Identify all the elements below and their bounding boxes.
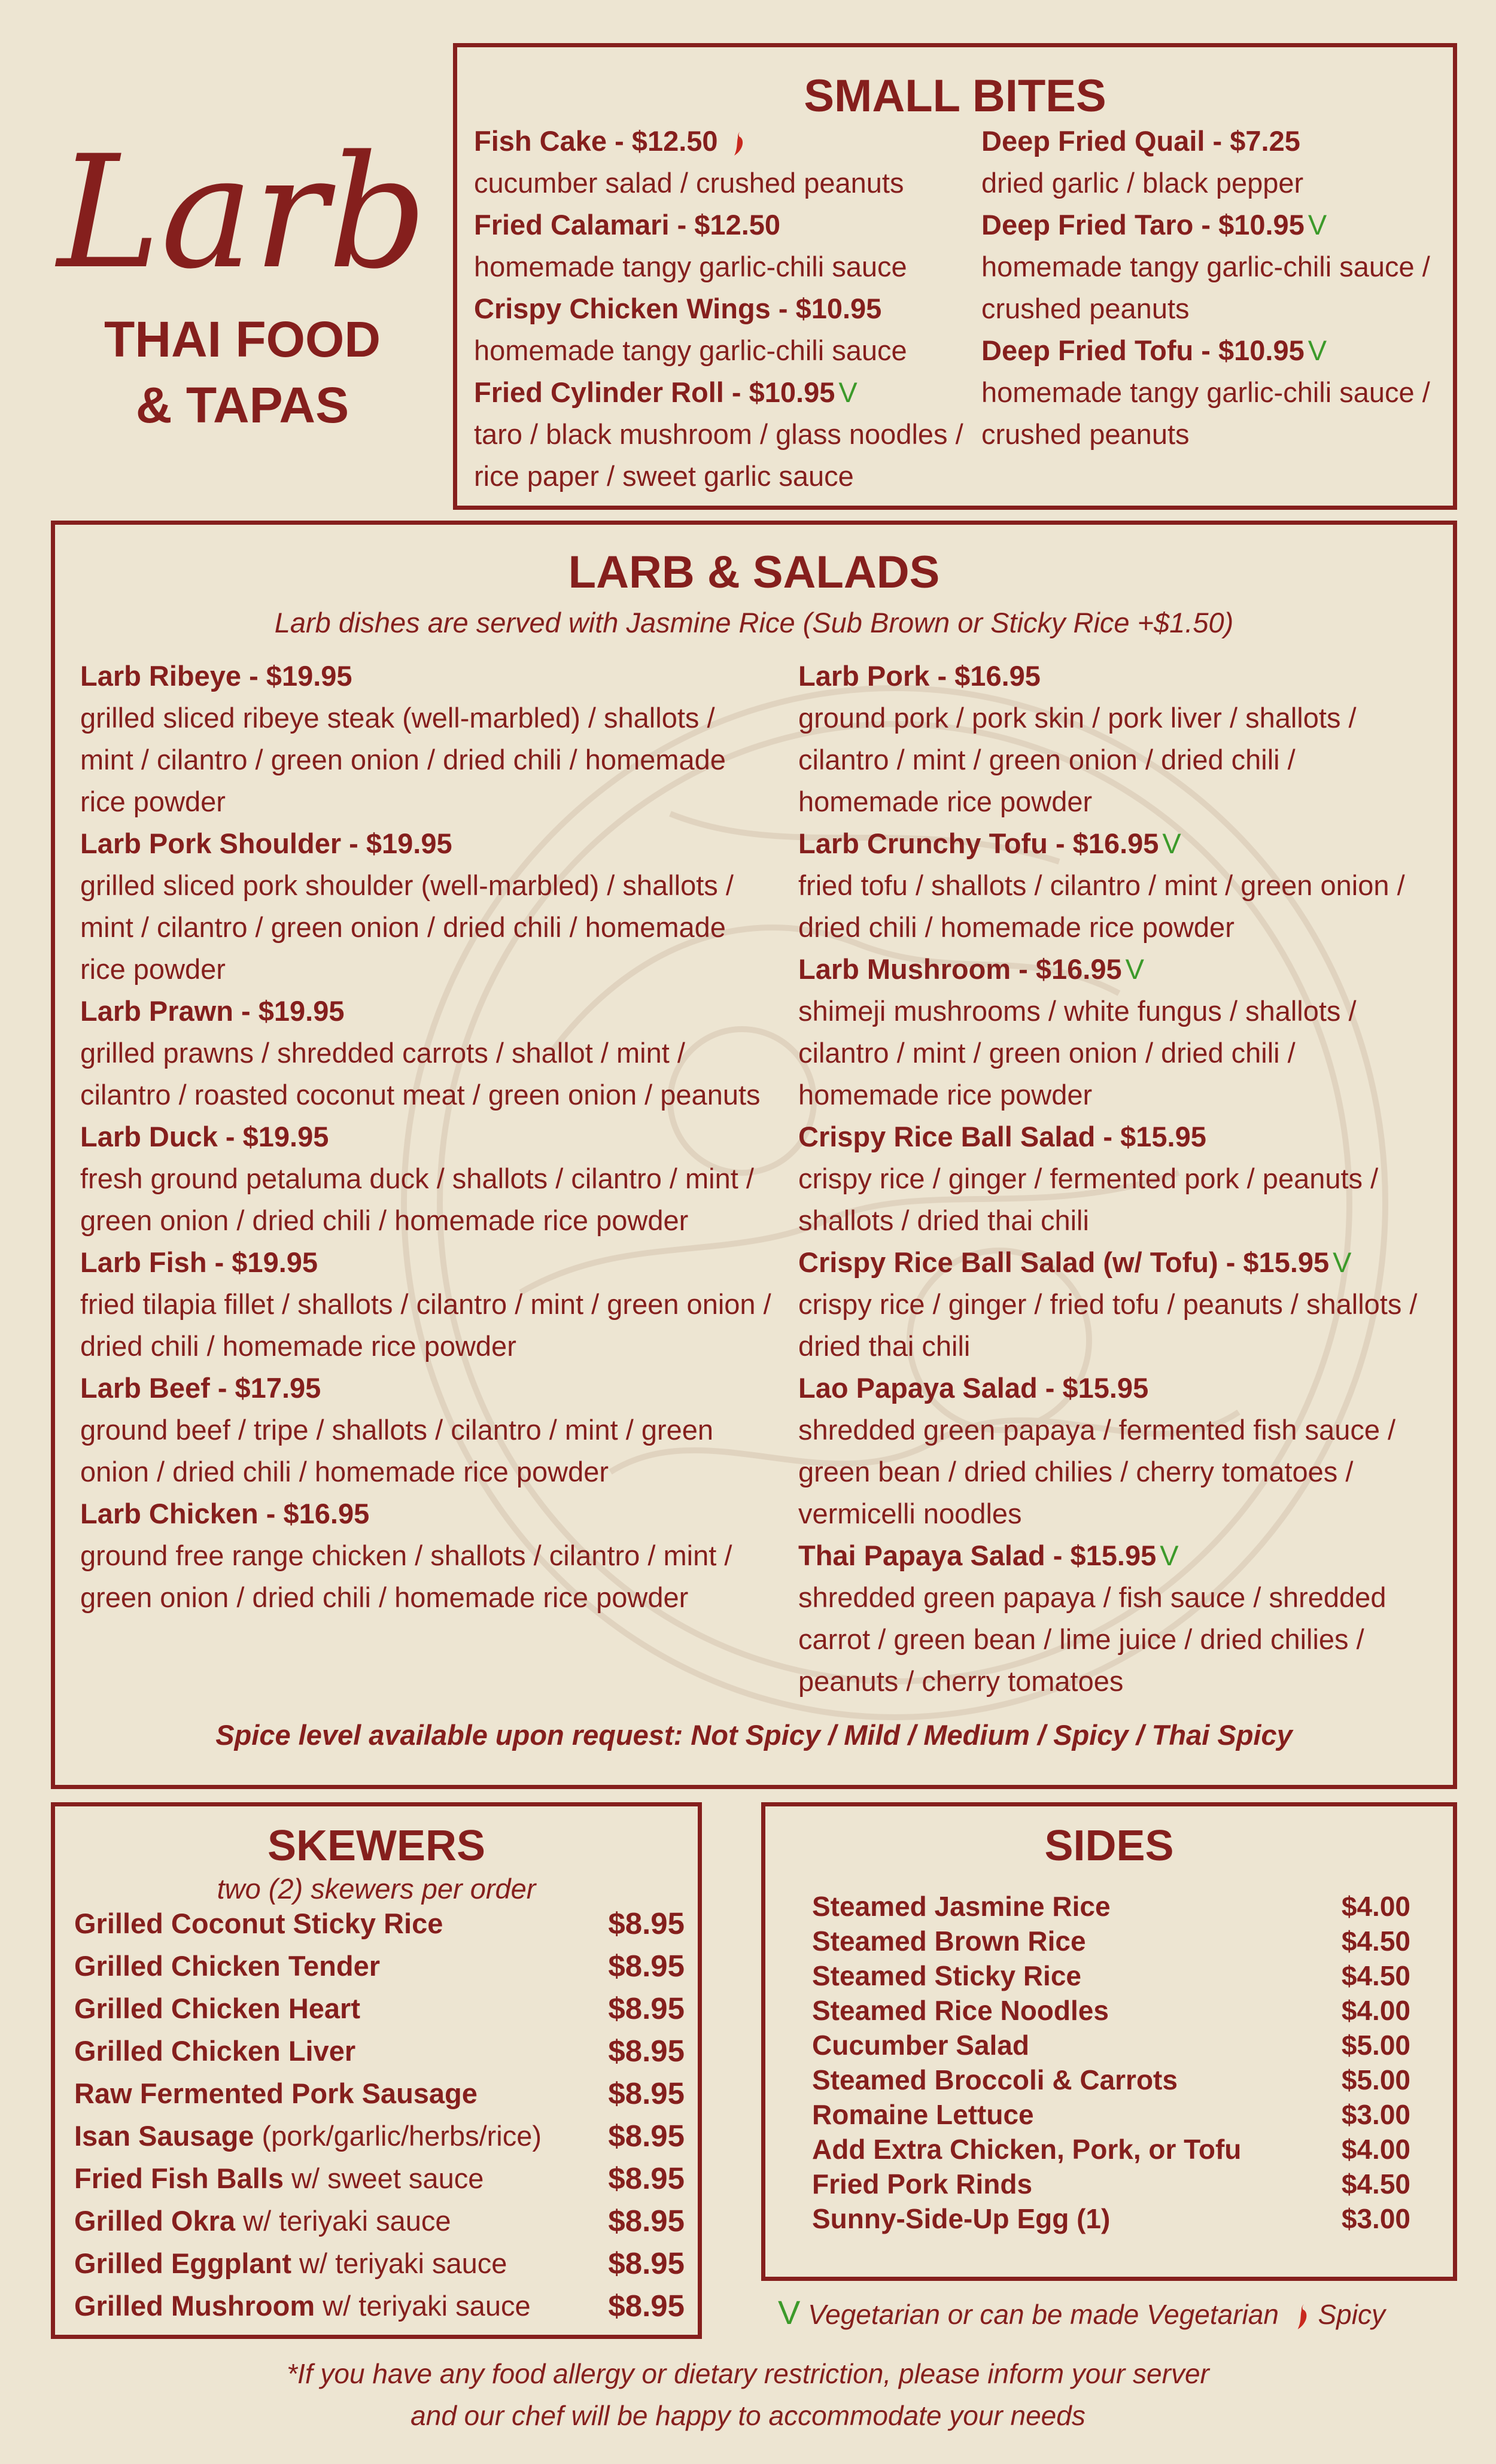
- dish-name: Larb Crunchy Tofu - $16.95 V: [798, 828, 1181, 859]
- dish-name: Larb Prawn - $19.95: [80, 995, 345, 1027]
- item-price: $4.00: [1341, 2134, 1410, 2165]
- item-name: Grilled Coconut Sticky Rice: [74, 1908, 443, 1939]
- item-name: Grilled Chicken Liver: [74, 2035, 356, 2067]
- sides-section: [761, 1802, 1457, 2281]
- dish-description: homemade tangy garlic-chili sauce / crushed peanuts: [981, 251, 1430, 324]
- dish-name: Fried Cylinder Roll - $10.95 V: [474, 376, 858, 408]
- menu-item: [80, 990, 774, 1116]
- dish-name: Crispy Rice Ball Salad (w/ Tofu) - $15.95 V: [798, 1246, 1352, 1278]
- dish-name: Fish Cake - $12.50: [474, 120, 965, 162]
- menu-item: [80, 1242, 774, 1367]
- item-price: $8.95: [608, 1991, 685, 2025]
- larb-logo: [45, 120, 440, 305]
- list-item: [74, 2072, 685, 2115]
- list-item: [812, 2167, 1410, 2201]
- item-price: $8.95: [608, 2246, 685, 2280]
- veg-icon: V: [778, 2293, 801, 2331]
- item-name: Steamed Rice Noodles: [812, 1995, 1109, 2026]
- item-name: Grilled Mushroom w/ teriyaki sauce: [74, 2290, 531, 2322]
- menu-item: [474, 288, 965, 372]
- item-price: $8.95: [608, 2076, 685, 2110]
- menu-item: [798, 823, 1433, 948]
- sides-list: [812, 1889, 1410, 2236]
- item-name: Isan Sausage (pork/garlic/herbs/rice): [74, 2120, 542, 2152]
- chili-icon: [732, 130, 746, 157]
- veg-icon: V: [838, 376, 858, 408]
- section-subtitle: two (2) skewers per order: [217, 1873, 536, 1905]
- list-item: [812, 2097, 1410, 2132]
- item-name: Steamed Sticky Rice: [812, 1960, 1082, 1991]
- menu-item: [798, 1116, 1433, 1242]
- item-price: $8.95: [608, 2204, 685, 2238]
- menu-item: [798, 655, 1433, 823]
- veg-icon: V: [1125, 953, 1144, 985]
- menu-item: [798, 1242, 1433, 1367]
- item-price: $3.00: [1341, 2203, 1410, 2234]
- dish-description: fried tilapia fillet / shallots / cilantro / mint / green onion / dried chili / homemade rice powder: [80, 1288, 771, 1362]
- legend: [778, 2293, 1457, 2332]
- section-title: LARB & SALADS: [568, 547, 940, 598]
- item-price: $8.95: [608, 2119, 685, 2153]
- dish-name: Fried Calamari - $12.50: [474, 209, 781, 241]
- veg-icon: V: [1308, 334, 1327, 366]
- menu-item: [80, 823, 774, 990]
- spicy-legend-label: Spicy: [1318, 2299, 1385, 2330]
- menu-item: [798, 948, 1433, 1116]
- item-name: Steamed Broccoli & Carrots: [812, 2064, 1178, 2095]
- item-name: Raw Fermented Pork Sausage: [74, 2077, 478, 2109]
- dish-description: crispy rice / ginger / fried tofu / peanuts / shallots / dried thai chili: [798, 1288, 1418, 1362]
- item-name: Romaine Lettuce: [812, 2099, 1034, 2130]
- menu-item: [80, 1493, 774, 1619]
- item-name: Sunny-Side-Up Egg (1): [812, 2203, 1111, 2234]
- item-name: Grilled Chicken Tender: [74, 1950, 381, 1982]
- tagline-thai-food: THAI FOOD: [104, 311, 381, 367]
- dish-description: shredded green papaya / fermented fish sauce / green bean / dried chilies / cherry tomatoes / vermicelli noodles: [798, 1414, 1396, 1529]
- menu-item: [981, 120, 1448, 204]
- allergy-note-line-2: and our chef will be happy to accommodate your needs: [411, 2400, 1085, 2431]
- list-item: [812, 2132, 1410, 2167]
- item-price: $4.50: [1341, 1925, 1410, 1957]
- dish-description: homemade tangy garlic-chili sauce: [474, 334, 907, 366]
- menu-item: [798, 1367, 1433, 1535]
- dish-name: Crispy Rice Ball Salad - $15.95: [798, 1121, 1206, 1152]
- dish-description: grilled sliced ribeye steak (well-marbled) / shallots / mint / cilantro / green onion / dried chili / homemade rice powder: [80, 702, 726, 817]
- list-item: [74, 2157, 685, 2200]
- list-item: [74, 1987, 685, 2030]
- dish-description: homemade tangy garlic-chili sauce / crushed peanuts: [981, 376, 1430, 450]
- allergy-note-line-1: *If you have any food allergy or dietary restriction, please inform your server: [287, 2358, 1209, 2389]
- dish-description: homemade tangy garlic-chili sauce: [474, 251, 907, 282]
- list-item: [74, 2284, 685, 2327]
- veg-icon: V: [1162, 828, 1181, 859]
- item-name: Fried Fish Balls w/ sweet sauce: [74, 2162, 484, 2194]
- larb-left-column: [80, 655, 774, 1619]
- dish-description: grilled prawns / shredded carrots / shallot / mint / cilantro / roasted coconut meat / green onion / peanuts: [80, 1037, 761, 1111]
- list-item: [74, 2200, 685, 2242]
- item-price: $4.00: [1341, 1995, 1410, 2026]
- dish-name: Thai Papaya Salad - $15.95 V: [798, 1540, 1179, 1571]
- dish-name: Larb Mushroom - $16.95 V: [798, 953, 1144, 985]
- dish-name: Deep Fried Quail - $7.25: [981, 125, 1300, 157]
- dish-name: Larb Pork Shoulder - $19.95: [80, 828, 452, 859]
- dish-description: dried garlic / black pepper: [981, 167, 1304, 199]
- skewers-list: [74, 1902, 685, 2327]
- menu-item: [798, 1535, 1433, 1702]
- dish-name: Deep Fried Taro - $10.95 V: [981, 209, 1327, 241]
- menu-item: [474, 372, 965, 497]
- list-item: [812, 1889, 1410, 1924]
- dish-description: grilled sliced pork shoulder (well-marbled) / shallots / mint / cilantro / green onion / dried chili / homemade rice powder: [80, 869, 734, 985]
- dish-description: cucumber salad / crushed peanuts: [474, 167, 904, 199]
- item-name: Cucumber Salad: [812, 2030, 1029, 2061]
- dish-description: ground free range chicken / shallots / cilantro / mint / green onion / dried chili / homemade rice powder: [80, 1540, 732, 1613]
- list-item: [74, 1945, 685, 1987]
- item-price: $8.95: [608, 2161, 685, 2195]
- item-name: Fried Pork Rinds: [812, 2168, 1033, 2200]
- item-price: $5.00: [1341, 2064, 1410, 2095]
- item-name: Steamed Jasmine Rice: [812, 1891, 1111, 1922]
- menu-item: [981, 204, 1448, 330]
- list-item: [74, 2030, 685, 2072]
- menu-item: [474, 204, 965, 288]
- dish-description: shredded green papaya / fish sauce / shredded carrot / green bean / lime juice / dried chilies / peanuts / cherry tomatoes: [798, 1581, 1386, 1697]
- menu-item: [981, 330, 1448, 455]
- menu-item: [80, 1116, 774, 1242]
- veg-icon: V: [1160, 1540, 1179, 1571]
- list-item: [812, 1958, 1410, 1993]
- item-price: $8.95: [608, 1949, 685, 1983]
- section-title: SMALL BITES: [804, 71, 1106, 121]
- spice-level-note: Spice level available upon request: Not Spicy / Mild / Medium / Spicy / Thai Spicy: [215, 1719, 1293, 1751]
- item-price: $4.50: [1341, 2168, 1410, 2200]
- menu-item: [80, 655, 774, 823]
- small-bites-right-column: [981, 120, 1448, 455]
- dish-name: Larb Chicken - $16.95: [80, 1498, 370, 1529]
- item-price: $4.50: [1341, 1960, 1410, 1991]
- item-price: $8.95: [608, 1906, 685, 1940]
- item-price: $8.95: [608, 2034, 685, 2068]
- dish-name: Crispy Chicken Wings - $10.95: [474, 293, 882, 324]
- dish-description: ground pork / pork skin / pork liver / shallots / cilantro / mint / green onion / dried chili / homemade rice powder: [798, 702, 1357, 817]
- item-name: Grilled Eggplant w/ teriyaki sauce: [74, 2247, 507, 2279]
- veg-icon: V: [1308, 209, 1327, 241]
- dish-description: fresh ground petaluma duck / shallots / cilantro / mint / green onion / dried chili / homemade rice powder: [80, 1163, 754, 1236]
- menu-item: [474, 120, 965, 204]
- veg-legend-label: Vegetarian or can be made Vegetarian: [808, 2299, 1279, 2330]
- dish-name: Larb Fish - $19.95: [80, 1246, 318, 1278]
- item-name: Steamed Brown Rice: [812, 1925, 1086, 1957]
- svg-text:Larb: Larb: [57, 123, 428, 303]
- item-price: $8.95: [608, 2289, 685, 2323]
- item-price: $4.00: [1341, 1891, 1410, 1922]
- small-bites-left-column: [474, 120, 965, 497]
- list-item: [812, 2028, 1410, 2063]
- list-item: [74, 2242, 685, 2284]
- dish-name: Larb Pork - $16.95: [798, 660, 1041, 692]
- chili-icon: [1295, 2303, 1310, 2331]
- section-title: SKEWERS: [267, 1822, 486, 1870]
- item-price: $5.00: [1341, 2030, 1410, 2061]
- list-item: [812, 2063, 1410, 2097]
- dish-name: Larb Duck - $19.95: [80, 1121, 329, 1152]
- section-title: SIDES: [1044, 1822, 1174, 1870]
- list-item: [812, 2201, 1410, 2236]
- list-item: [812, 1993, 1410, 2028]
- item-name: Grilled Chicken Heart: [74, 1993, 360, 2024]
- menu-item: [80, 1367, 774, 1493]
- list-item: [74, 2115, 685, 2157]
- larb-salads-section: [51, 521, 1457, 1789]
- dish-name: Deep Fried Tofu - $10.95 V: [981, 334, 1327, 366]
- tagline-tapas: & TAPAS: [135, 377, 349, 433]
- small-bites-section: [453, 43, 1457, 510]
- larb-right-column: [798, 655, 1433, 1702]
- dish-description: shimeji mushrooms / white fungus / shallots / cilantro / mint / green onion / dried chili / homemade rice powder: [798, 995, 1357, 1111]
- dish-name: Lao Papaya Salad - $15.95: [798, 1372, 1149, 1404]
- item-price: $3.00: [1341, 2099, 1410, 2130]
- dish-description: taro / black mushroom / glass noodles / rice paper / sweet garlic sauce: [474, 418, 963, 492]
- section-subtitle: Larb dishes are served with Jasmine Rice (Sub Brown or Sticky Rice +$1.50): [274, 607, 1234, 638]
- list-item: [812, 1924, 1410, 1958]
- item-name: Add Extra Chicken, Pork, or Tofu: [812, 2134, 1242, 2165]
- dish-description: ground beef / tripe / shallots / cilantro / mint / green onion / dried chili / homemade rice powder: [80, 1414, 714, 1487]
- item-name: Grilled Okra w/ teriyaki sauce: [74, 2205, 451, 2237]
- dish-name: Larb Ribeye - $19.95: [80, 660, 352, 692]
- dish-name: Larb Beef - $17.95: [80, 1372, 321, 1404]
- list-item: [74, 1902, 685, 1945]
- skewers-section: [51, 1802, 702, 2339]
- veg-icon: V: [1333, 1246, 1352, 1278]
- dish-description: fried tofu / shallots / cilantro / mint / green onion / dried chili / homemade rice powder: [798, 869, 1405, 943]
- dish-description: crispy rice / ginger / fermented pork / peanuts / shallots / dried thai chili: [798, 1163, 1379, 1236]
